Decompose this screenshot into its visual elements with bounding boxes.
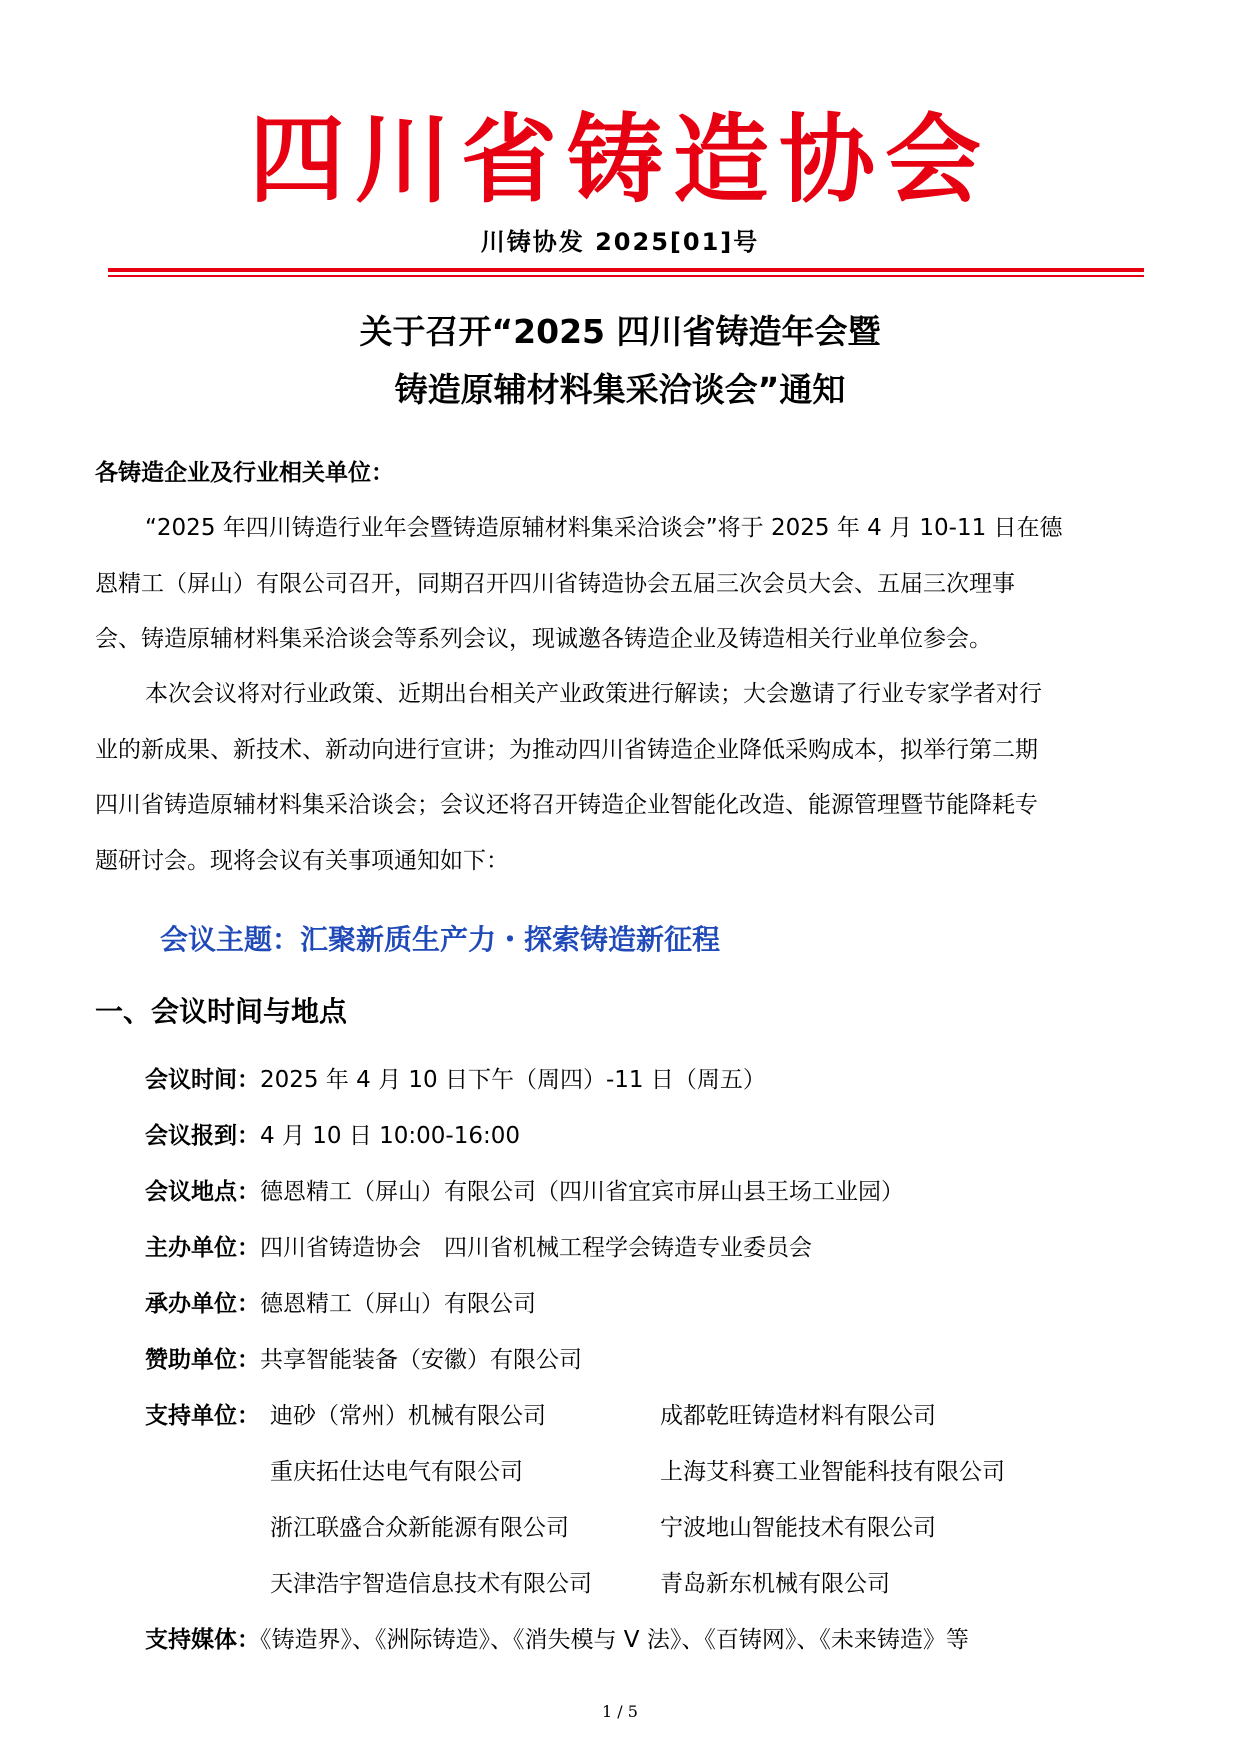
salutation: 各铸造企业及行业相关单位： (95, 460, 394, 486)
info-row-media (145, 1625, 969, 1655)
notice-title-line1: 关于召开“2025 四川省铸造年会暨 (359, 312, 881, 351)
organization-name: 四川省铸造协会 (249, 104, 991, 216)
info-value: 4 月 10 日 10:00-16:00 (260, 1123, 521, 1149)
info-value: 四川省铸造协会 四川省机械工程学会铸造专业委员会 (260, 1235, 812, 1261)
support-unit: 上海艾科赛工业智能科技有限公司 (660, 1459, 1005, 1485)
support-unit: 成都乾旺铸造材料有限公司 (660, 1403, 936, 1429)
support-units-label-row (145, 1401, 260, 1431)
support-unit: 迪砂（常州）机械有限公司 (270, 1403, 546, 1429)
info-label: 支持单位： (145, 1403, 260, 1429)
info-label: 会议报到： (145, 1123, 260, 1149)
info-label: 支持媒体： (145, 1627, 260, 1653)
info-value: 德恩精工（屏山）有限公司（四川省宜宾市屏山县王场工业园） (260, 1179, 904, 1205)
document-number: 川铸协发 2025[01]号 (480, 228, 760, 256)
info-value: 2025 年 4 月 10 日下午（周四）-11 日（周五） (260, 1067, 766, 1093)
para2-line: 四川省铸造原辅材料集采洽谈会；会议还将召开铸造企业智能化改造、能源管理暨节能降耗专 (95, 792, 1038, 818)
info-row-registration (145, 1121, 520, 1151)
info-row-time (145, 1065, 766, 1095)
para2-line: 业的新成果、新技术、新动向进行宣讲；为推动四川省铸造企业降低采购成本，拟举行第二期 (95, 737, 1038, 763)
info-label: 会议地点： (145, 1179, 260, 1205)
info-row-host (145, 1233, 812, 1263)
info-label: 承办单位： (145, 1291, 260, 1317)
info-label: 赞助单位： (145, 1347, 260, 1373)
support-unit: 宁波地山智能技术有限公司 (660, 1515, 936, 1541)
para2-line: 题研讨会。现将会议有关事项通知如下： (95, 848, 509, 874)
info-label: 会议时间： (145, 1067, 260, 1093)
support-unit: 青岛新东机械有限公司 (660, 1571, 890, 1597)
info-value: 共享智能装备（安徽）有限公司 (260, 1347, 582, 1373)
info-label: 主办单位： (145, 1235, 260, 1261)
info-value: 《铸造界》、《洲际铸造》、《消失模与 V 法》、《百铸网》、《未来铸造》等 (260, 1627, 969, 1653)
para1-line: 恩精工（屏山）有限公司召开，同期召开四川省铸造协会五届三次会员大会、五届三次理事 (95, 571, 1015, 597)
meeting-theme: 会议主题：汇聚新质生产力・探索铸造新征程 (160, 923, 721, 956)
info-value: 德恩精工（屏山）有限公司 (260, 1291, 536, 1317)
info-row-sponsor (145, 1345, 582, 1375)
header-rule-thick (108, 268, 1144, 272)
header-rule-thin (108, 275, 1144, 277)
support-unit: 重庆拓仕达电气有限公司 (270, 1459, 523, 1485)
para1-line: “2025 年四川铸造行业年会暨铸造原辅材料集采洽谈会”将于 2025 年 4 月 10-11 日在德 (145, 515, 1063, 541)
page-number: 1 / 5 (602, 1702, 638, 1721)
support-unit: 浙江联盛合众新能源有限公司 (270, 1515, 569, 1541)
info-row-organizer (145, 1289, 536, 1319)
notice-title-line2: 铸造原辅材料集采洽谈会”通知 (394, 370, 846, 409)
para2-line: 本次会议将对行业政策、近期出台相关产业政策进行解读；大会邀请了行业专家学者对行 (145, 681, 1042, 707)
para1-line: 会、铸造原辅材料集采洽谈会等系列会议，现诚邀各铸造企业及铸造相关行业单位参会。 (95, 626, 992, 652)
support-unit: 天津浩宇智造信息技术有限公司 (270, 1571, 592, 1597)
section-heading: 一、会议时间与地点 (95, 995, 348, 1028)
info-row-venue (145, 1177, 904, 1207)
